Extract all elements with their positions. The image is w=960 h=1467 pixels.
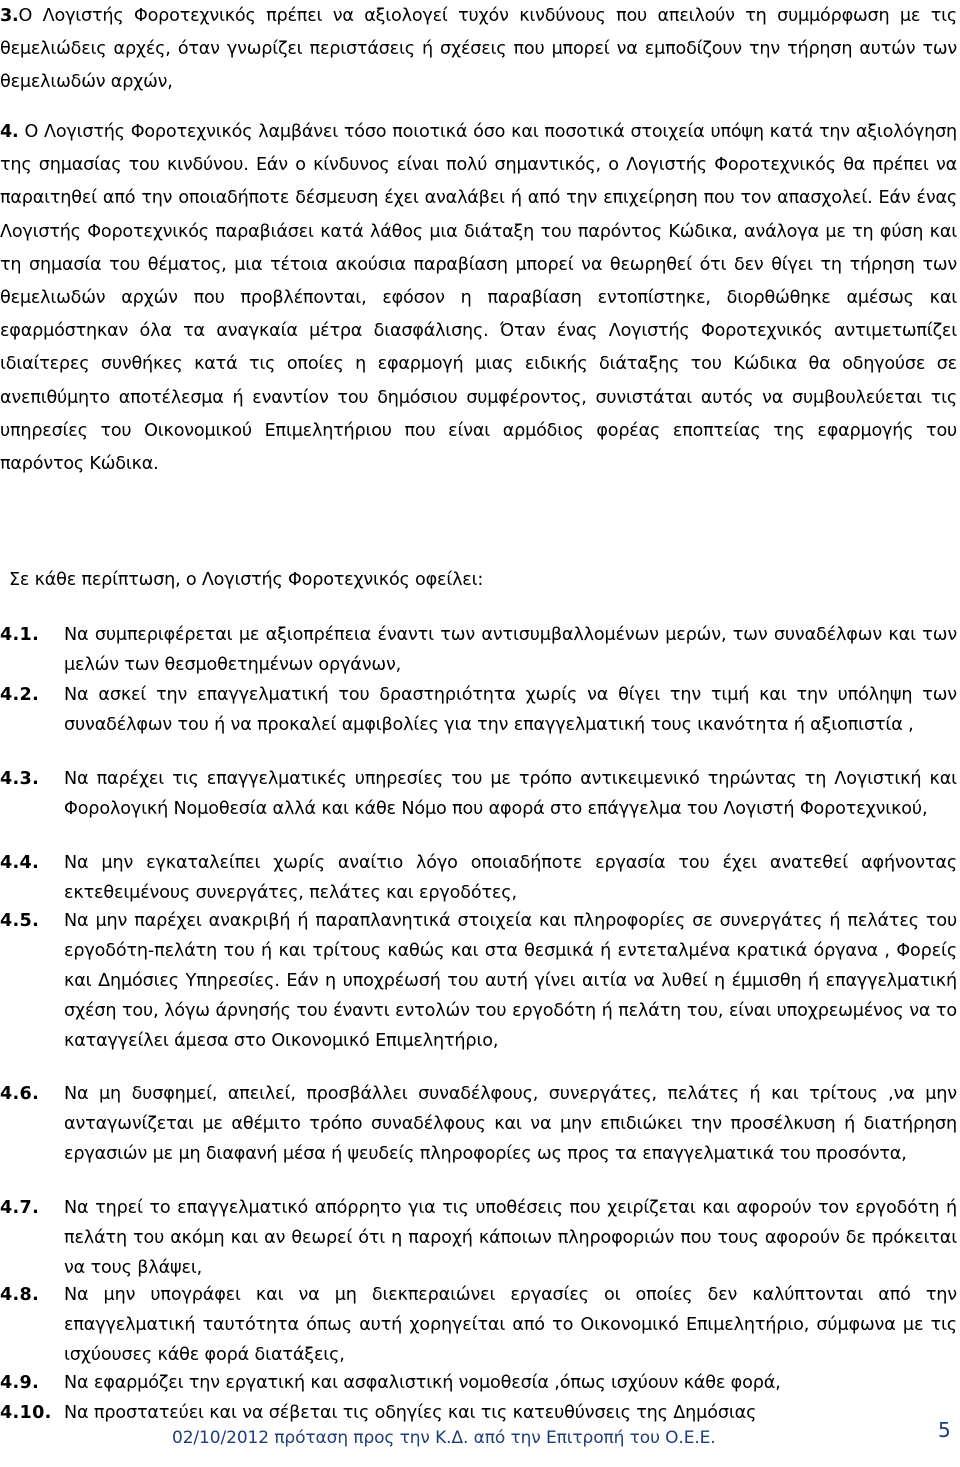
item-number: 4.5. — [0, 911, 40, 931]
section-number: 4. — [0, 122, 19, 142]
item-text: Να προστατεύει και να σέβεται τις οδηγίες και τις κατευθύνσεις της Δημόσιας — [64, 1403, 757, 1423]
item-number: 4.9. — [0, 1373, 40, 1393]
item-text: Να ασκεί την επαγγελματική του δραστηριότητα χωρίς να θίγει την τιμή και την υπόληψη των συναδέλφων του ή να προκαλεί αμφιβολίες για την επαγγελματική τους ικανότητα ή αξιοπιστία , — [64, 685, 957, 735]
paragraph-section-4 — [0, 116, 957, 481]
item-number: 4.7. — [0, 1198, 40, 1218]
list-item — [0, 620, 957, 680]
item-number: 4.8. — [0, 1285, 40, 1305]
list-item — [0, 680, 957, 740]
item-text: Να μην εγκαταλείπει χωρίς αναίτιο λόγο οποιαδήποτε εργασία του έχει ανατεθεί αφήνοντας εκτεθειμένους συνεργάτες, πελάτες και εργοδότες, — [64, 853, 957, 903]
list-item — [0, 848, 957, 908]
item-text: Να εφαρμόζει την εργατική και ασφαλιστική νομοθεσία ,όπως ισχύουν κάθε φορά, — [64, 1373, 781, 1393]
item-text: Να παρέχει τις επαγγελματικές υπηρεσίες του με τρόπο αντικειμενικό τηρώντας τη Λογιστική και Φορολογική Νομοθεσία αλλά και κάθε Νόμο που αφορά στο επάγγελμα του Λογιστή Φοροτεχνικού, — [64, 769, 957, 819]
list-item — [0, 1368, 957, 1398]
list-item — [0, 764, 957, 824]
page-number: 5 — [938, 1418, 951, 1442]
item-text: Να μη δυσφημεί, απειλεί, προσβάλλει συναδέλφους, συνεργάτες, πελάτες ή και τρίτους ,να μην ανταγωνίζεται με αθέμιτο τρόπο συναδέλφους και να μην επιδιώκει την προσέλκυση ή διατήρηση εργασιών με μη διαφανή μέσα ή ψευδείς πληροφορίες ως προς τα επαγγελματικά του προσόντα, — [64, 1084, 957, 1164]
section-number: 3. — [0, 6, 19, 26]
item-number: 4.6. — [0, 1084, 40, 1104]
item-text: Να μην υπογράφει και να μη διεκπεραιώνει εργασίες οι οποίες δεν καλύπτονται από την επαγγελματική ταυτότητα όπως αυτή χορηγείται από το Οικονομικό Επιμελητήριο, σύμφωνα με τις ισχύουσες κάθε φορά διατάξεις, — [64, 1285, 957, 1365]
item-text: Να συμπεριφέρεται με αξιοπρέπεια έναντι των αντισυμβαλλομένων μερών, των συναδέλφων και των μελών των θεσμοθετημένων οργάνων, — [64, 625, 957, 675]
list-item — [0, 1280, 957, 1370]
page-footer: 02/10/2012 πρόταση προς την Κ.Δ. από την Επιτροπή του Ο.Ε.Ε. — [172, 1428, 716, 1448]
item-number: 4.10. — [0, 1403, 52, 1423]
item-number: 4.1. — [0, 625, 40, 645]
item-number: 4.2. — [0, 685, 40, 705]
list-item — [0, 1079, 957, 1169]
list-item — [0, 1398, 957, 1428]
item-text: Να τηρεί το επαγγελματικό απόρρητο για τις υποθέσεις που χειρίζεται και αφορούν τον εργοδότη ή πελάτη του ακόμη και αν θεωρεί ότι η παροχή κάποιων πληροφοριών που τους αφορούν δε πρόκειται να τους βλάψει, — [64, 1198, 957, 1278]
paragraph-text: Ο Λογιστής Φοροτεχνικός λαμβάνει τόσο ποιοτικά όσο και ποσοτικά στοιχεία υπόψη κατά την αξιολόγηση της σημασίας του κινδύνου. Εάν ο κίνδυνος είναι πολύ σημαντικός, ο Λογιστής Φοροτεχνικός θα πρέπει να παραιτηθεί από την οποιαδήποτε δέσμευση έχει αναλάβει ή από την επιχείρηση που τον απασχολεί. Εάν ένας Λογιστής Φοροτεχνικός παραβιάσει κατά λάθος μια διάταξη του παρόντος Κώδικα, ανάλογα με τη φύση και τη σημασία του θέματος, μια τέτοια ακούσια παραβίαση μπορεί να θεωρηθεί ότι δεν θίγει τη τήρηση των θεμελιωδών αρχών που προβλέπονται, εφόσον η παραβίαση εντοπίστηκε, διορθώθηκε αμέσως και εφαρμόστηκαν όλα τα αναγκαία μέτρα διασφάλισης. Όταν ένας Λογιστής Φοροτεχνικός αντιμετωπίζει ιδιαίτερες συνθήκες κατά τις οποίες η εφαρμογή μιας ειδικής διάταξης του Κώδικα θα οδηγούσε σε ανεπιθύμητο αποτέλεσμα ή εναντίον του δημόσιου συμφέροντος, συνιστάται αυτός να συμβουλεύεται τις υπηρεσίες του Οικονομικού Επιμελητήριου που είναι αρμόδιος φορέας εποπτείας της εφαρμογής του παρόντος Κώδικα. — [0, 122, 957, 475]
list-item — [0, 1193, 957, 1283]
obligations-intro: Σε κάθε περίπτωση, ο Λογιστής Φοροτεχνικός οφείλει: — [9, 570, 484, 590]
item-text: Να μην παρέχει ανακριβή ή παραπλανητικά στοιχεία και πληροφορίες σε συνεργάτες ή πελάτες του εργοδότη-πελάτη του ή και τρίτους καθώς και στα θεσμικά ή εντεταλμένα κρατικά όργανα , Φορείς και Δημόσιες Υπηρεσίες. Εάν η υποχρέωσή του αυτή γίνει αιτία να λυθεί η έμμισθη ή επαγγελματική σχέση του, λόγω άρνησής του έναντι εντολών του εργοδότη ή πελάτη του, είναι υποχρεωμένος να το καταγγείλει άμεσα στο Οικονομικό Επιμελητήριο, — [64, 911, 957, 1051]
item-number: 4.4. — [0, 853, 40, 873]
paragraph-section-3 — [0, 0, 957, 100]
paragraph-text: Ο Λογιστής Φοροτεχνικός πρέπει να αξιολογεί τυχόν κινδύνους που απειλούν τη συμμόρφωση με τις θεμελιώδεις αρχές, όταν γνωρίζει περιστάσεις ή σχέσεις που μπορεί να εμποδίζουν την τήρηση αυτών των θεμελιωδών αρχών, — [0, 6, 957, 93]
item-number: 4.3. — [0, 769, 40, 789]
list-item — [0, 906, 957, 1056]
